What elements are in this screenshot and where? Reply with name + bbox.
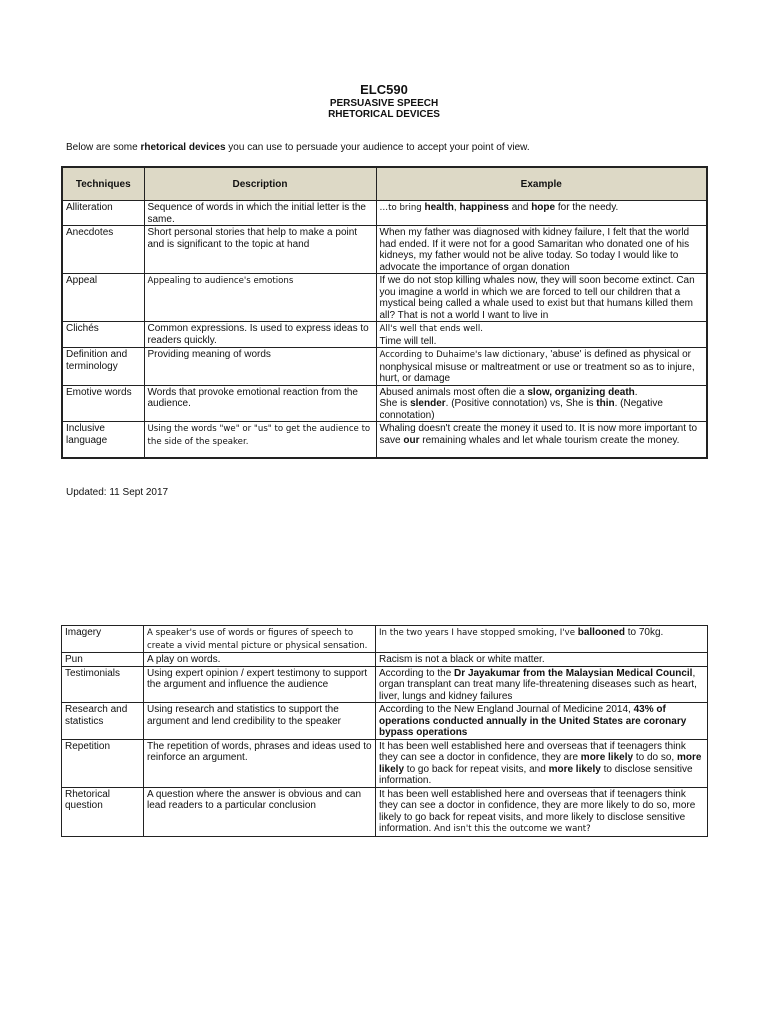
document-subtitle: RHETORICAL DEVICES — [328, 109, 440, 120]
technique-cell: Appeal — [62, 274, 144, 322]
example-cell: Abused animals most often die a slow, organizing death. She is slender. (Positive connotation) vs, She is thin. (Negative connotation) — [376, 385, 707, 422]
technique-cell: Emotive words — [62, 385, 144, 422]
table-row — [62, 274, 707, 322]
description-cell: Common expressions. Is used to express ideas to readers quickly. — [144, 322, 376, 348]
technique-cell: Clichés — [62, 322, 144, 348]
example-cell: In the two years I have stopped smoking, I've ballooned to 70kg. — [376, 626, 708, 653]
technique-cell: Anecdotes — [62, 226, 144, 274]
table-row — [62, 703, 708, 740]
example-cell: If we do not stop killing whales now, they will soon become extinct. Can you imagine a world in which we are forced to tell our children that a mystical being called a whale used to exist but that humans killed them all? That is not a world I want to live in — [376, 274, 707, 322]
table-row — [62, 201, 707, 226]
description-cell: A play on words. — [144, 653, 376, 667]
technique-cell: Rhetorical question — [62, 787, 144, 836]
table-row — [62, 653, 708, 667]
table-row — [62, 322, 707, 348]
technique-cell: Alliteration — [62, 201, 144, 226]
description-cell: Words that provoke emotional reaction from the audience. — [144, 385, 376, 422]
technique-cell: Research and statistics — [62, 703, 144, 740]
header-example: Example — [376, 167, 707, 201]
example-cell: According to the New England Journal of Medicine 2014, 43% of operations conducted annually in the United States are coronary bypass operations — [376, 703, 708, 740]
description-cell: Using research and statistics to support the argument and lend credibility to the speaker — [144, 703, 376, 740]
technique-cell: Inclusive language — [62, 422, 144, 458]
table-row — [62, 739, 708, 787]
description-cell: Short personal stories that help to make a point and is significant to the topic at hand — [144, 226, 376, 274]
example-cell: It has been well established here and overseas that if teenagers think they can see a doctor in confidence, they are more likely to do so, more likely to go back for repeat visits, and more likely to disclose sensitive information. — [376, 739, 708, 787]
devices-table-1 — [61, 166, 708, 459]
description-cell: Appealing to audience's emotions — [144, 274, 376, 322]
intro-paragraph: Below are some rhetorical devices you can use to persuade your audience to accept your point of view. — [66, 142, 530, 153]
description-cell: A question where the answer is obvious and can lead readers to a particular conclusion — [144, 787, 376, 836]
table-row — [62, 666, 708, 703]
table-row — [62, 626, 708, 653]
example-cell: When my father was diagnosed with kidney failure, I felt that the world had ended. If it were not for a good Samaritan who donated one of his kidneys, my father would not be alive today. So today I would like to advocate the importance of organ donation — [376, 226, 707, 274]
technique-cell: Testimonials — [62, 666, 144, 703]
technique-cell: Repetition — [62, 739, 144, 787]
table-row — [62, 422, 707, 458]
technique-cell: Pun — [62, 653, 144, 667]
table-row — [62, 348, 707, 386]
example-cell: According to the Dr Jayakumar from the Malaysian Medical Council, organ transplant can treat many life-threatening diseases such as heart, liver, lungs and kidney failures — [376, 666, 708, 703]
devices-table-2 — [61, 625, 708, 837]
header-description: Description — [144, 167, 376, 201]
header-techniques: Techniques — [62, 167, 144, 201]
technique-cell: Imagery — [62, 626, 144, 653]
document-code: ELC590 — [360, 82, 408, 97]
example-cell: …to bring health, happiness and hope for the needy. — [376, 201, 707, 226]
table-row — [62, 226, 707, 274]
updated-date: Updated: 11 Sept 2017 — [66, 487, 169, 498]
description-cell: Providing meaning of words — [144, 348, 376, 386]
description-cell: A speaker's use of words or figures of speech to create a vivid mental picture or physical sensation. — [144, 626, 376, 653]
description-cell: Sequence of words in which the initial letter is the same. — [144, 201, 376, 226]
description-cell: Using expert opinion / expert testimony to support the argument and influence the audience — [144, 666, 376, 703]
description-cell: Using the words "we" or "us" to get the audience to the side of the speaker. — [144, 422, 376, 458]
table-header-row — [62, 167, 707, 201]
technique-cell: Definition and terminology — [62, 348, 144, 386]
example-cell: All's well that ends well. Time will tell. — [376, 322, 707, 348]
example-cell: According to Duhaime's law dictionary, 'abuse' is defined as physical or nonphysical misuse or maltreatment or use or treatment so as to injure, hurt, or damage — [376, 348, 707, 386]
example-cell: It has been well established here and overseas that if teenagers think they can see a doctor in confidence, they are more likely to do so, more likely to go back for repeat visits, and more likely to disclose sensitive information. And isn't this the outcome we want? — [376, 787, 708, 836]
example-cell: Racism is not a black or white matter. — [376, 653, 708, 667]
table-row — [62, 787, 708, 836]
table-row — [62, 385, 707, 422]
document-title: PERSUASIVE SPEECH — [329, 98, 439, 109]
description-cell: The repetition of words, phrases and ideas used to reinforce an argument. — [144, 739, 376, 787]
example-cell: Whaling doesn't create the money it used to. It is now more important to save our remaining whales and let whale tourism create the money. — [376, 422, 707, 458]
